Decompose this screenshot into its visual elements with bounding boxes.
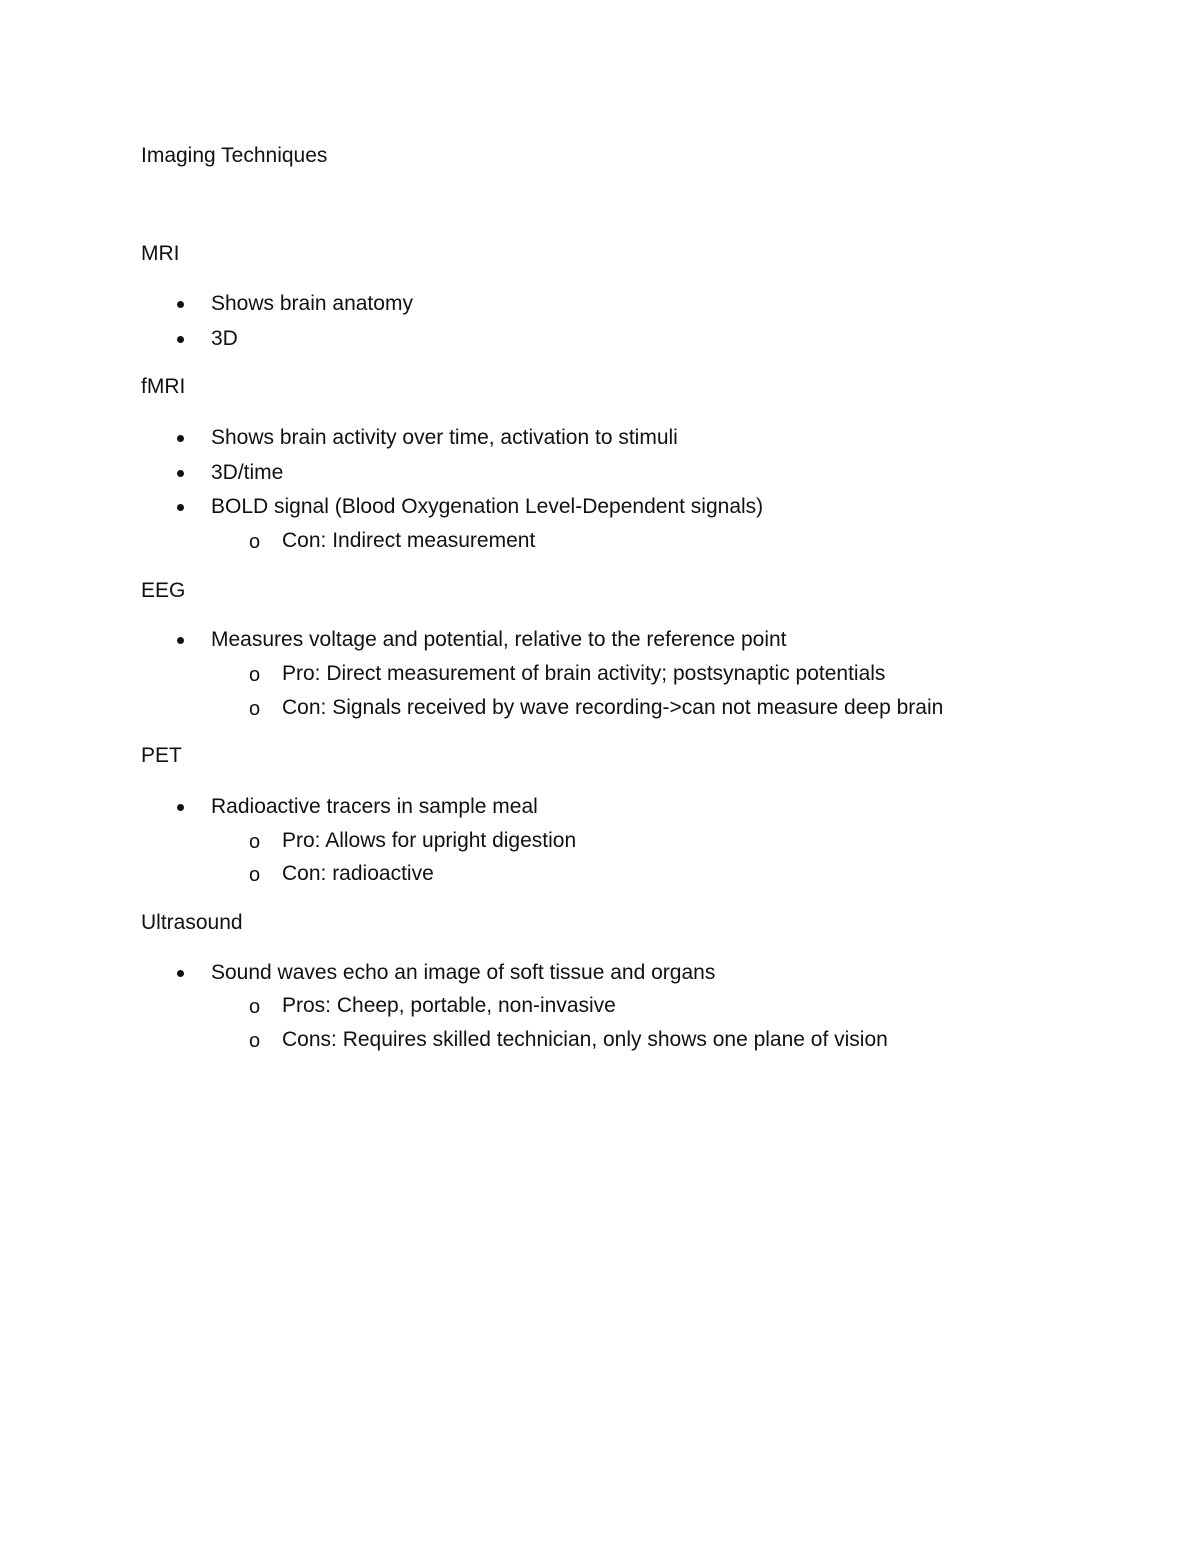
section-heading-fmri: fMRI bbox=[141, 375, 186, 398]
sub-bullet-marker: o bbox=[249, 996, 261, 1018]
list-item: 3D bbox=[211, 327, 238, 350]
section-heading-pet: PET bbox=[141, 744, 182, 767]
list-subitem: Con: Signals received by wave recording->can not measure deep brain bbox=[282, 696, 944, 719]
bullet-dot bbox=[177, 336, 184, 343]
sub-bullet-marker: o bbox=[249, 698, 261, 720]
list-subitem: Cons: Requires skilled technician, only shows one plane of vision bbox=[282, 1028, 888, 1051]
list-item: Shows brain activity over time, activation to stimuli bbox=[211, 426, 678, 449]
list-subitem: Pro: Allows for upright digestion bbox=[282, 829, 577, 852]
list-item: Sound waves echo an image of soft tissue and organs bbox=[211, 961, 716, 984]
bullet-dot bbox=[177, 301, 184, 308]
sub-bullet-marker: o bbox=[249, 664, 261, 686]
sub-bullet-marker: o bbox=[249, 864, 261, 886]
sub-bullet-marker: o bbox=[249, 831, 261, 853]
list-subitem: Con: Indirect measurement bbox=[282, 529, 536, 552]
document-title: Imaging Techniques bbox=[141, 144, 328, 167]
section-heading-eeg: EEG bbox=[141, 579, 186, 602]
bullet-dot bbox=[177, 804, 184, 811]
bullet-dot bbox=[177, 637, 184, 644]
bullet-dot bbox=[177, 504, 184, 511]
list-item: Measures voltage and potential, relative to the reference point bbox=[211, 628, 787, 651]
bullet-dot bbox=[177, 435, 184, 442]
sub-bullet-marker: o bbox=[249, 1030, 261, 1052]
bullet-dot bbox=[177, 970, 184, 977]
list-subitem: Pro: Direct measurement of brain activity; postsynaptic potentials bbox=[282, 662, 886, 685]
list-item: Shows brain anatomy bbox=[211, 292, 413, 315]
bullet-dot bbox=[177, 470, 184, 477]
section-heading-mri: MRI bbox=[141, 242, 180, 265]
sub-bullet-marker: o bbox=[249, 531, 261, 553]
list-subitem: Con: radioactive bbox=[282, 862, 434, 885]
section-heading-ultrasound: Ultrasound bbox=[141, 911, 243, 934]
list-item: BOLD signal (Blood Oxygenation Level-Dependent signals) bbox=[211, 495, 764, 518]
list-subitem: Pros: Cheep, portable, non-invasive bbox=[282, 994, 616, 1017]
list-item: Radioactive tracers in sample meal bbox=[211, 795, 538, 818]
list-item: 3D/time bbox=[211, 461, 284, 484]
